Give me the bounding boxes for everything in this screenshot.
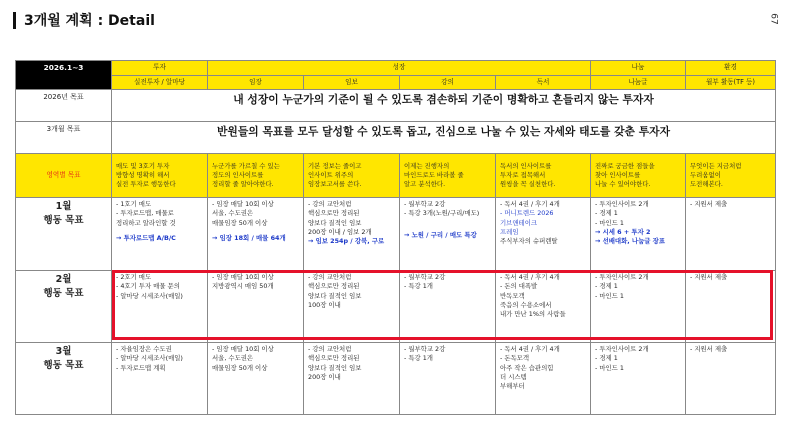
sub-imbo: 임보 [304,75,400,90]
quarter-goal-text: 반원들의 목표를 모두 달성할 수 있도록 돕고, 진심으로 나눌 수 있는 자세와 태도를 갖춘 투자자 [112,122,776,154]
year-goal-row [16,90,776,122]
month-cell: - 독서 4권 / 후기 4개 - 돈독모객 아주 작은 습관의힘 더 시스템 부해부터 [496,343,591,415]
area-cell: 매도 및 3호기 투자 방향성 명확히 해서 실전 투자로 행동한다 [112,154,208,198]
group-invest: 투자 [112,61,208,76]
area-goal-label: 영역별 목표 [16,154,112,198]
header-group-row [16,61,776,76]
month-cell: - 지원서 제출 [686,198,776,271]
month-cell: - 강의 교안처럼 핵심으로만 정리된 양보다 질적인 임보 100장 이내 [304,271,400,343]
area-cell: 독서의 인사이트를 투자로 접목해서 원씽을 꼭 실천한다. [496,154,591,198]
month-cell: - 강의 교안처럼 핵심으로만 정리된 양보다 질적인 임보 200장 이내 / 임보 2개 → 임보 254p / 강북, 구로 [304,198,400,271]
quarter-goal-row [16,122,776,154]
corner-period: 2026.1~3 [16,61,112,90]
month-cell: - 투자인사이트 2개 - 경제 1 - 마인드 1 [591,271,686,343]
group-env: 환경 [686,61,776,76]
month-cell: - 투자인사이트 2개 - 경제 1 - 마인드 1 [591,343,686,415]
month-row-mar [16,343,776,415]
year-goal-label: 2026년 목표 [16,90,112,122]
sub-imjang: 임장 [208,75,304,90]
group-growth: 성장 [208,61,591,76]
area-cell: 이제는 진행자의 마인드로도 바라볼 줄 알고 분석한다. [400,154,496,198]
month-cell: - 월부학교 2강 - 특강 1개 [400,343,496,415]
plan-table [15,60,776,415]
month-cell: - 지원서 제출 [686,271,776,343]
area-goal-row [16,154,776,198]
month-cell: - 독서 4권 / 후기 4개 - 머니트렌드 2026 기브앤테이크 프레임 주식부자의 슈퍼렌탈 [496,198,591,271]
area-cell: 기본 정보는 줄이고 인사이트 위주의 임장보고서를 쓴다. [304,154,400,198]
month-row-feb [16,271,776,343]
sub-lecture: 강의 [400,75,496,90]
sub-share-post: 나눔글 [591,75,686,90]
month-cell: - 1호기 매도 - 투자로드맵, 매물로 정리하고 알라인할 것 → 투자로드맵 A/B/C [112,198,208,271]
year-goal-text: 내 성장이 누군가의 기준이 될 수 있도록 겸손하되 기준이 명확하고 흔들리지 않는 투자자 [112,90,776,122]
sub-reading: 독서 [496,75,591,90]
month-row-jan [16,198,776,271]
sub-real-invest: 실전투자 / 알마당 [112,75,208,90]
month-cell: - 2호기 매도 - 4호기 투자 매물 문의 - 알마당 시세조사(매일) [112,271,208,343]
area-cell: 무엇이든 지금처럼 두려움없이 도전해본다. [686,154,776,198]
month-cell: - 투자인사이트 2개 - 경제 1 - 마인드 1 → 시세 6 + 투자 2 → 선배대화, 나눔글 장표 [591,198,686,271]
sub-activity: 월부 활동(TF 등) [686,75,776,90]
page-title: 3개월 계획 : Detail [24,13,155,29]
month-cell: - 월부학교 2강 - 특강 3개(노원/구리/매도) → 노원 / 구리 / 매도 특강 [400,198,496,271]
quarter-goal-label: 3개월 목표 [16,122,112,154]
month-cell: - 독서 4권 / 후기 4개 - 돈의 대폭발 반독모객 죽음의 수용소에서 내가 만난 1%의 사람들 [496,271,591,343]
month-label: 2월 행동 목표 [16,271,112,343]
month-label: 3월 행동 목표 [16,343,112,415]
month-cell: - 강의 교안처럼 핵심으로만 정리된 양보다 질적인 임보 200장 이내 [304,343,400,415]
month-cell: - 지원서 제출 [686,343,776,415]
area-cell: 진짜로 궁금한 점들을 찾아 인사이트를 나눌 수 있어야한다. [591,154,686,198]
month-cell: - 자율임장은 수도권 - 알마당 시세조사(매일) - 투자로드맵 계획 [112,343,208,415]
month-cell: - 임장 매달 10회 이상 지방광역시 매임 50개 [208,271,304,343]
title-accent-bar [13,12,16,29]
month-label: 1월 행동 목표 [16,198,112,271]
month-cell: - 임장 매달 10회 이상 서울, 수도권은 매물임장 50개 이상 [208,343,304,415]
month-cell: - 임장 매달 10회 이상 서울, 수도권은 매물임장 50개 이상 → 임장 18회 / 매물 64개 [208,198,304,271]
month-cell: - 월부학교 2강 - 특강 1개 [400,271,496,343]
header-sub-row [16,75,776,90]
group-share: 나눔 [591,61,686,76]
area-cell: 누군가를 가르칠 수 있는 정도의 인사이트를 정리할 줄 알아야한다. [208,154,304,198]
page-number: 67 [768,13,779,25]
